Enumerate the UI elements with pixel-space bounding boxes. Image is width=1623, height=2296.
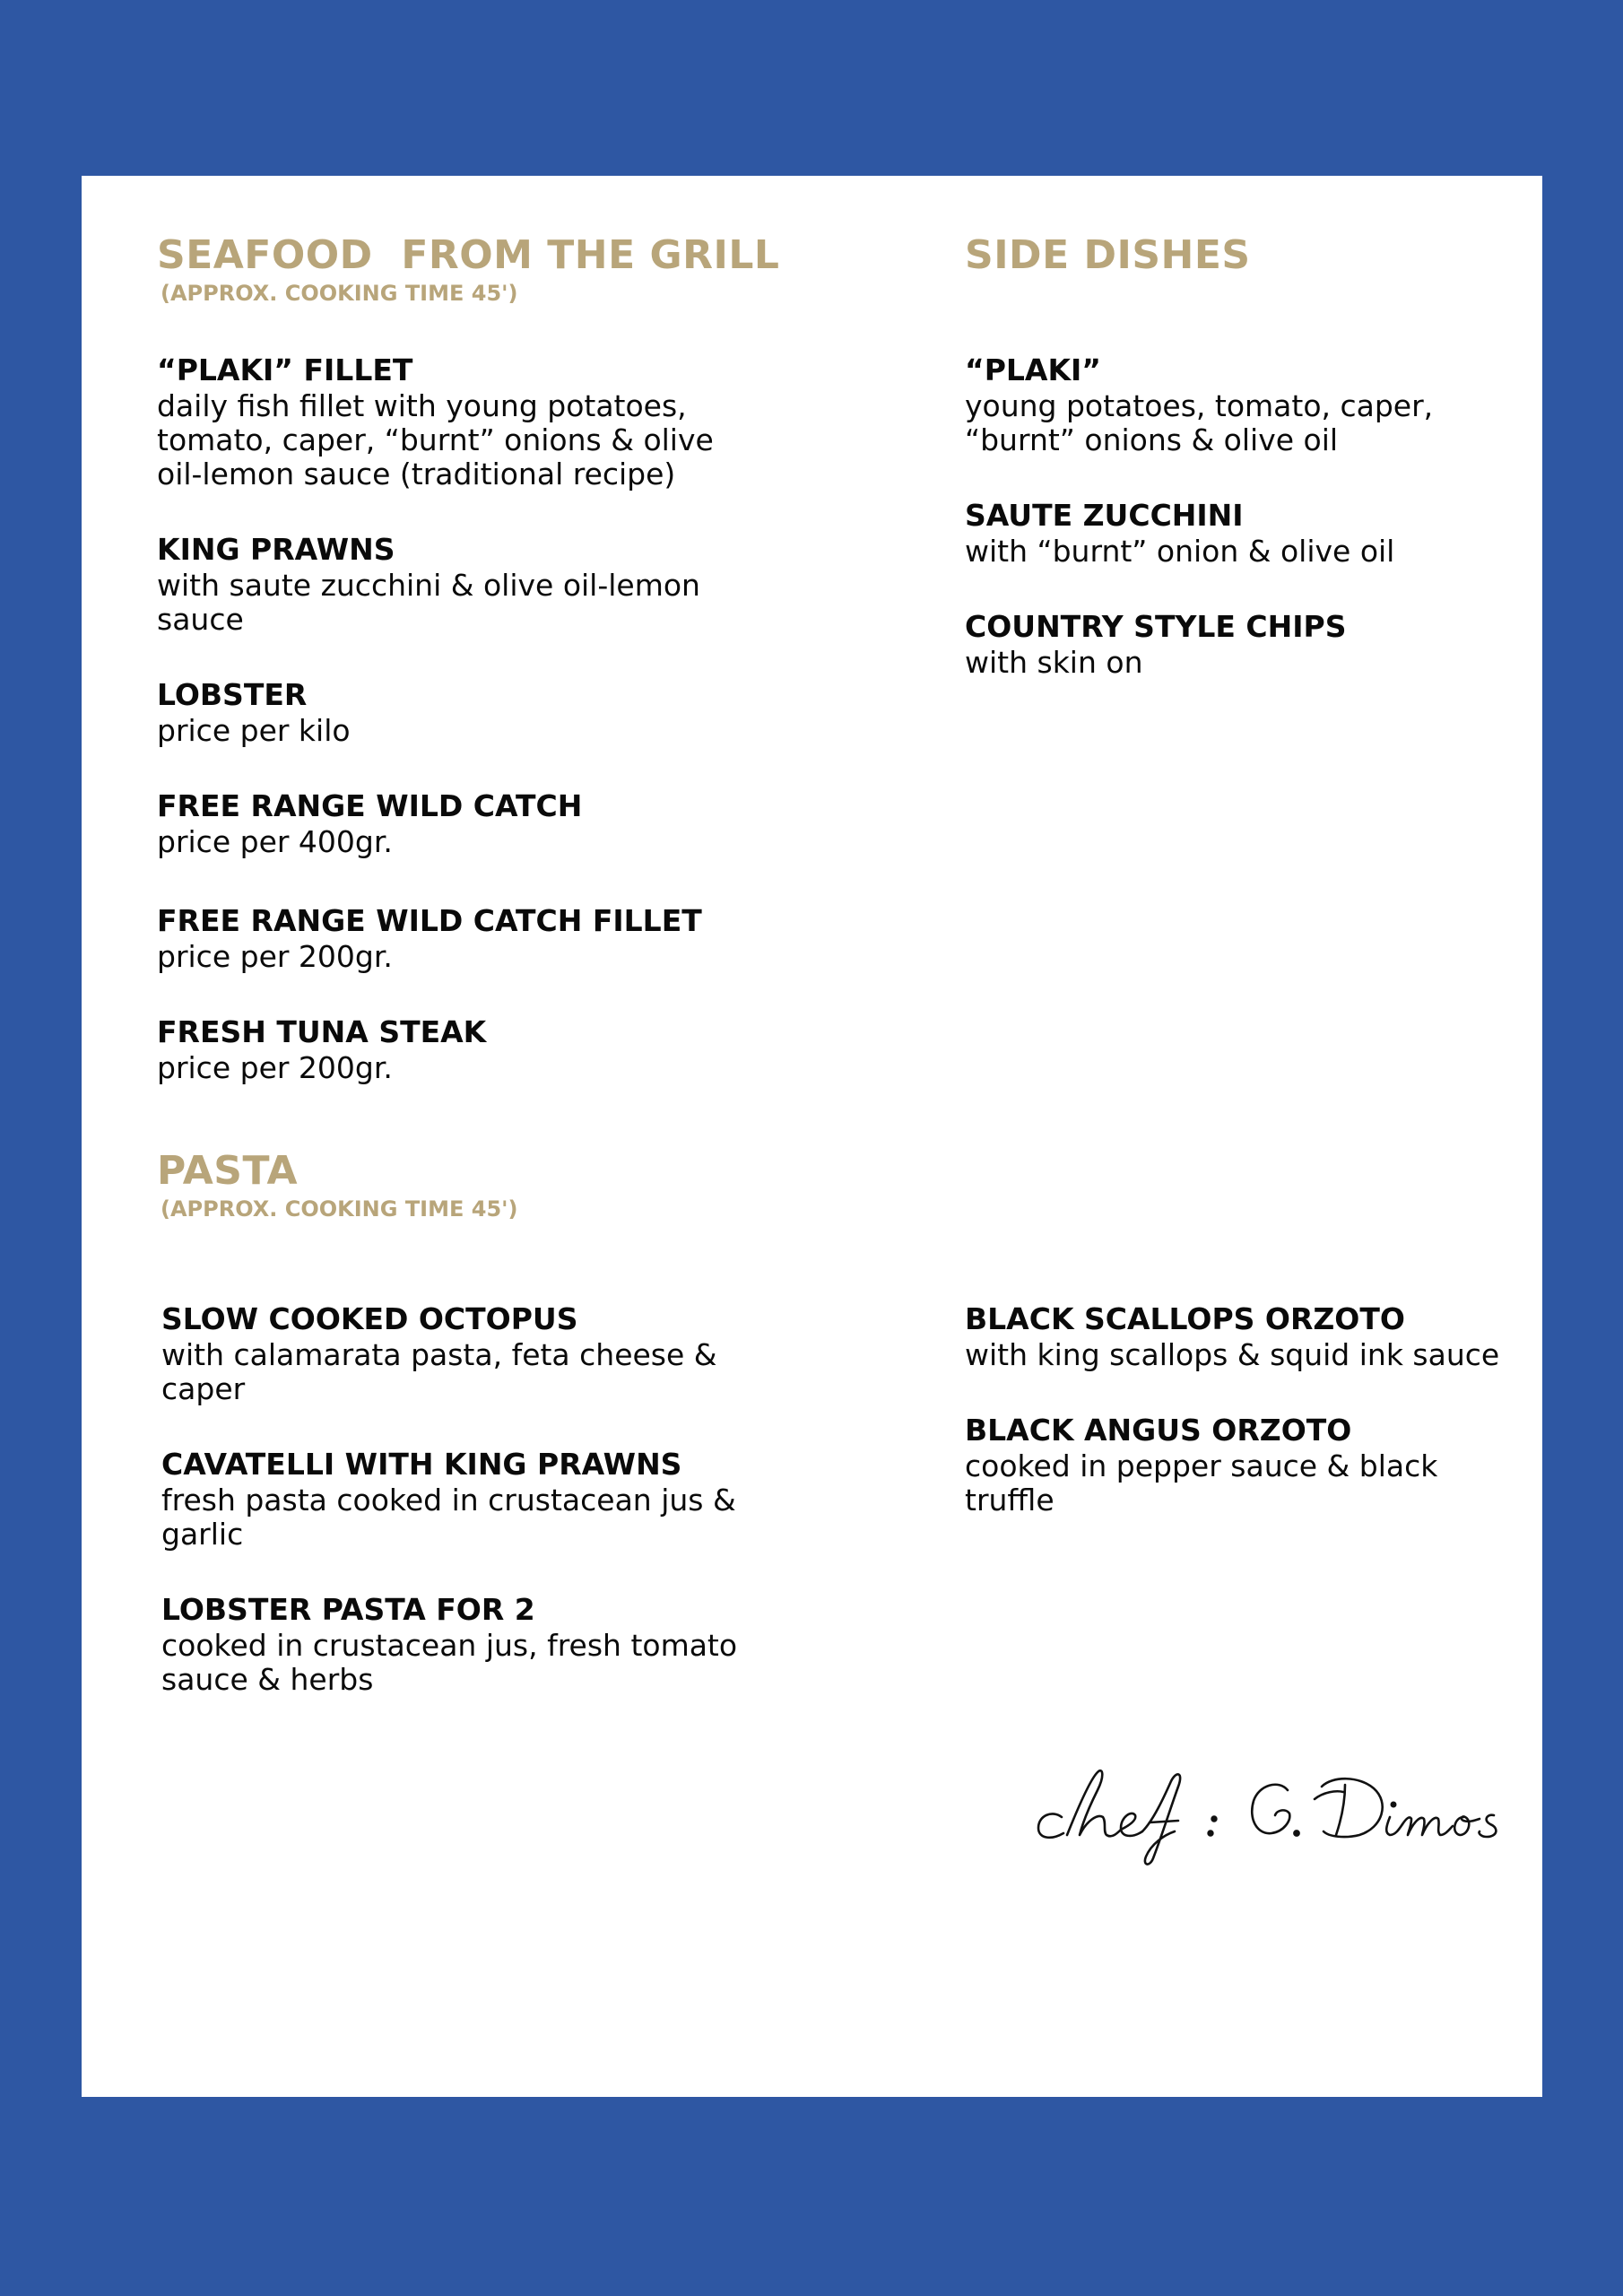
menu-item-description: with saute zucchini & olive oil-lemon sauce — [157, 568, 700, 637]
menu-item-name: LOBSTER — [157, 677, 308, 712]
seafood-section — [157, 231, 780, 1085]
menu-item — [965, 497, 1503, 569]
menu-card — [82, 176, 1542, 2097]
menu-item-description: with king scallops & squid ink sauce — [965, 1337, 1500, 1372]
menu-item — [157, 787, 749, 859]
menu-item — [965, 1300, 1503, 1372]
menu-item-name: SAUTE ZUCCHINI — [965, 498, 1244, 533]
menu-item-description: daily fish fillet with young potatoes, tomato, caper, “burnt” onions & olive oil-lemon sauce (traditional recipe) — [157, 388, 714, 491]
menu-item — [157, 902, 749, 974]
menu-item-name: SLOW COOKED OCTOPUS — [161, 1301, 578, 1336]
seafood-section-title: SEAFOOD FROM THE GRILL — [157, 232, 780, 278]
side-dishes-section-title: SIDE DISHES — [965, 232, 1251, 278]
menu-item-description: cooked in pepper sauce & black truffle — [965, 1448, 1438, 1518]
menu-item-name: “PLAKI” — [965, 352, 1101, 387]
menu-item-description: with “burnt” onion & olive oil — [965, 534, 1395, 569]
menu-item-name: LOBSTER PASTA FOR 2 — [161, 1592, 535, 1627]
pasta-section-header — [157, 1147, 785, 1222]
seafood-cooking-time: (APPROX. COOKING TIME 45') — [161, 281, 518, 306]
menu-item-description: with calamarata pasta, feta cheese & caper — [161, 1337, 717, 1406]
menu-item — [161, 1591, 780, 1697]
menu-item-name: CAVATELLI WITH KING PRAWNS — [161, 1447, 682, 1482]
menu-item-description: with skin on — [965, 645, 1143, 680]
menu-item-description: price per 200gr. — [157, 939, 393, 974]
menu-item — [157, 676, 749, 748]
menu-item-description: fresh pasta cooked in crustacean jus & garlic — [161, 1483, 736, 1552]
menu-item-name: BLACK SCALLOPS ORZOTO — [965, 1301, 1405, 1336]
menu-item — [965, 352, 1503, 457]
pasta-cooking-time: (APPROX. COOKING TIME 45') — [161, 1196, 518, 1222]
menu-item-name: FRESH TUNA STEAK — [157, 1014, 487, 1049]
menu-item-description: cooked in crustacean jus, fresh tomato sauce & herbs — [161, 1628, 738, 1697]
menu-item — [157, 1013, 749, 1085]
signature-drawing — [1028, 1745, 1530, 1871]
menu-item — [965, 1412, 1503, 1518]
side-dishes-section — [965, 231, 1503, 680]
chef-signature — [1028, 1745, 1530, 1871]
menu-item-description: price per 400gr. — [157, 824, 393, 859]
menu-item — [157, 352, 749, 491]
pasta-left-column — [161, 1300, 780, 1697]
pasta-right-column — [965, 1300, 1503, 1518]
menu-item-description: price per 200gr. — [157, 1050, 393, 1085]
menu-item-name: FREE RANGE WILD CATCH FILLET — [157, 903, 702, 938]
menu-item — [161, 1446, 780, 1552]
menu-item-name: FREE RANGE WILD CATCH — [157, 788, 583, 823]
menu-item-name: COUNTRY STYLE CHIPS — [965, 609, 1347, 644]
menu-item — [157, 531, 749, 637]
menu-item-description: price per kilo — [157, 713, 351, 748]
menu-item-description: young potatoes, tomato, caper, “burnt” onions & olive oil — [965, 388, 1434, 457]
menu-item — [161, 1300, 780, 1406]
menu-item — [965, 608, 1503, 680]
pasta-section-title: PASTA — [157, 1148, 299, 1194]
menu-item-name: “PLAKI” FILLET — [157, 352, 413, 387]
menu-item-name: KING PRAWNS — [157, 532, 395, 567]
menu-item-name: BLACK ANGUS ORZOTO — [965, 1413, 1352, 1448]
